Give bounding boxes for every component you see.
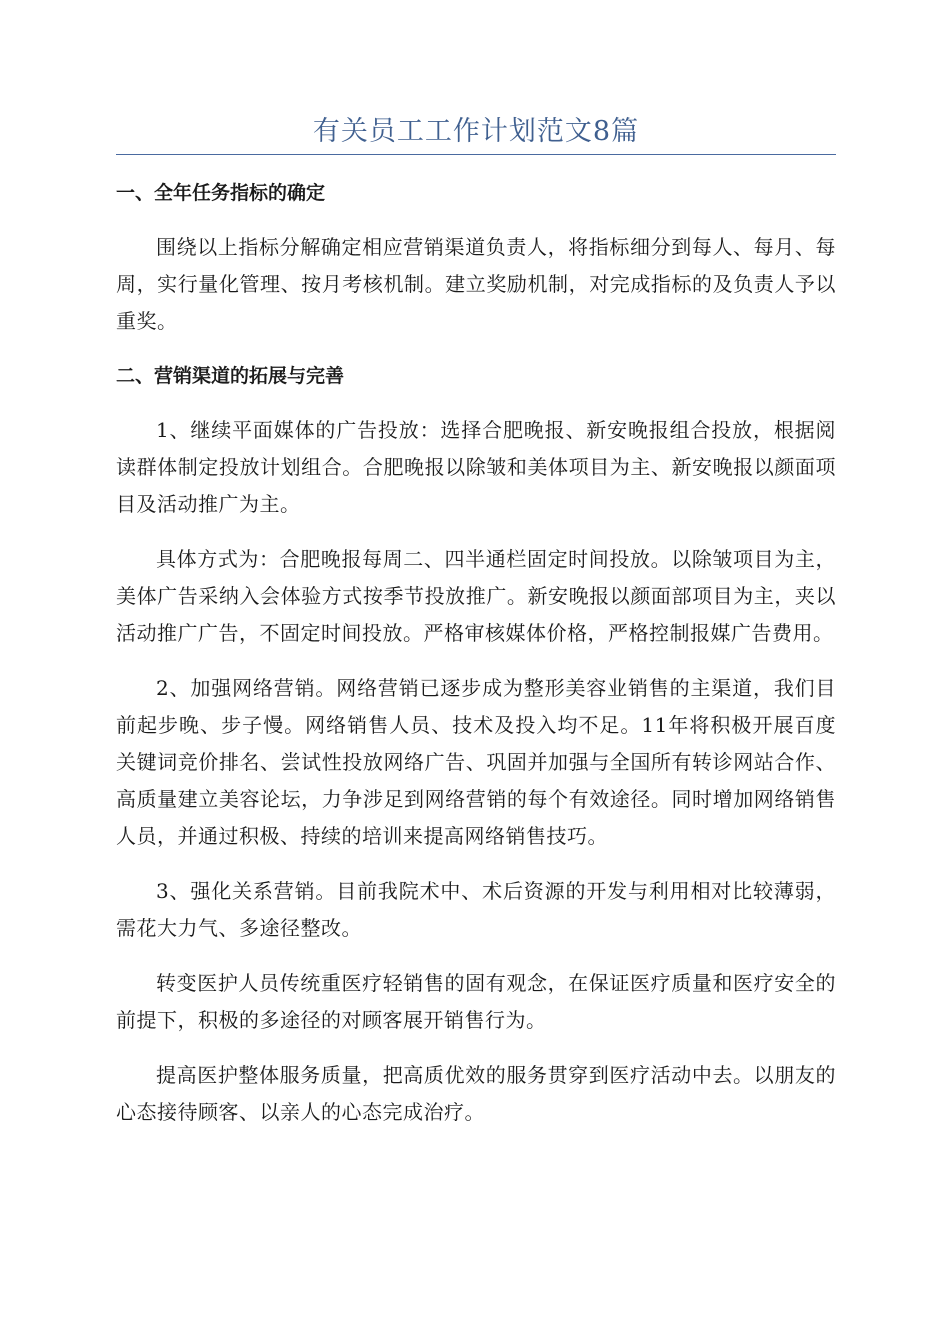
paragraph: 2、加强网络营销。网络营销已逐步成为整形美容业销售的主渠道，我们目前起步晚、步子慢。网络销售人员、技术及投入均不足。11年将积极开展百度关键词竞价排名、尝试性投放网络广告、巩固并加强与全国所有转诊网站合作、高质量建立美容论坛，力争涉足到网络营销的每个有效途径。同时增加网络销售人员，并通过积极、持续的培训来提高网络销售技巧。 [116,676,836,848]
document-page [116,0,836,1131]
section-heading-1: 一、全年任务指标的确定 [116,182,326,204]
title-underline [116,154,836,155]
section-heading-2: 二、营销渠道的拓展与完善 [116,365,345,387]
paragraph: 提高医护整体服务质量，把高质优效的服务贯穿到医疗活动中去。以朋友的心态接待顾客、以亲人的心态完成治疗。 [116,1063,836,1124]
paragraph: 3、强化关系营销。目前我院术中、术后资源的开发与利用相对比较薄弱，需花大力气、多途径整改。 [116,879,836,940]
paragraph: 具体方式为：合肥晚报每周二、四半通栏固定时间投放。以除皱项目为主，美体广告采纳入会体验方式按季节投放推广。新安晚报以颜面部项目为主，夹以活动推广广告，不固定时间投放。严格审核媒体价格，严格控制报媒广告费用。 [116,547,836,645]
paragraph: 转变医护人员传统重医疗轻销售的固有观念，在保证医疗质量和医疗安全的前提下，积极的多途径的对顾客展开销售行为。 [116,971,836,1032]
document-title: 有关员工工作计划范文8篇 [312,116,640,147]
paragraph: 围绕以上指标分解确定相应营销渠道负责人，将指标细分到每人、每月、每周，实行量化管理、按月考核机制。建立奖励机制，对完成指标的及负责人予以重奖。 [116,235,836,333]
paragraph: 1、继续平面媒体的广告投放：选择合肥晚报、新安晚报组合投放，根据阅读群体制定投放计划组合。合肥晚报以除皱和美体项目为主、新安晚报以颜面项目及活动推广为主。 [116,418,836,516]
